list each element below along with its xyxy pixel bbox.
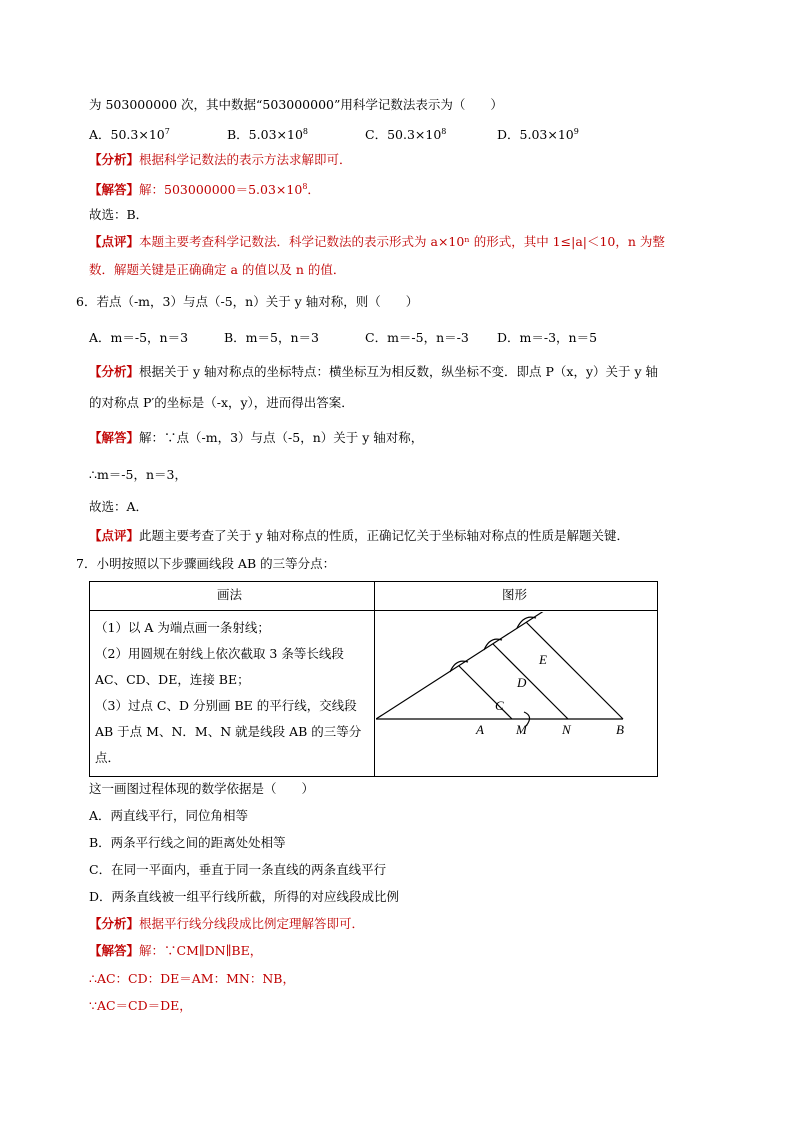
q7-answer-line1: 【解答】解：∵CM∥DN∥BE， [89,943,263,958]
q6-analysis-line2: 的对称点 P′的坐标是（-x，y），进而得出答案． [89,395,354,410]
step-line: （1）以 A 为端点画一条射线； [95,620,270,635]
q7-analysis: 【分析】根据平行线分线段成比例定理解答即可． [89,916,365,931]
parallel-cm [459,666,512,719]
table-steps [95,615,371,771]
q6-comment: 【点评】此题主要考查了关于 y 轴对称点的性质，正确记忆关于坐标轴对称点的性质是解题关键． [89,528,630,543]
segment-be [526,622,623,719]
label-m: M [516,722,527,737]
q7-option-b: B．两条平行线之间的距离处处相等 [89,835,286,850]
q7-answer-line3: ∵AC＝CD＝DE， [89,998,192,1013]
step-line: AB 于点 M、N．M、N 就是线段 AB 的三等分 [95,724,362,739]
q5-choice: 故选：B． [89,207,149,222]
table-header-method: 画法 [217,587,243,602]
step-line: （3）过点 C、D 分别画 BE 的平行线，交线段 [95,698,357,713]
q6-option-c: C．m＝-5，n＝-3 [365,330,469,345]
q5-stem: 为 503000000 次，其中数据“503000000”用科学记数法表示为（ ） [89,97,503,112]
label-n: N [562,722,571,737]
q7-table [89,581,658,777]
q6-option-a: A．m＝-5，n＝3 [89,330,189,345]
q5-comment-line1: 【点评】本题主要考查科学记数法．科学记数法的表示形式为 a×10ⁿ 的形式，其中 1≤|a|＜10，n 为整 [89,234,665,249]
q7-option-c: C．在同一平面内，垂直于同一条直线的两条直线平行 [89,862,387,877]
step-line: AC、CD、DE，连接 BE； [95,672,250,687]
q6-answer-line2: ∴m＝-5，n＝3， [89,467,187,482]
step-line: （2）用圆规在射线上依次截取 3 条等长线段 [95,646,344,661]
q6-option-d: D．m＝-3，n＝5 [497,330,598,345]
ray-from-a [376,612,550,719]
trisection-figure [376,612,656,776]
table-header-divider [90,610,657,611]
q5-comment-line2: 数．解题关键是正确确定 a 的值以及 n 的值． [89,262,346,277]
q7-option-a: A．两直线平行，同位角相等 [89,808,249,823]
label-c: C [495,698,504,713]
parallel-dn [493,644,568,719]
label-d: D [517,675,527,690]
table-column-divider [374,582,375,776]
q5-answer: 【解答】解：$503000000=5.03\times 10^8$． [89,182,320,198]
q6-option-b: B．m＝5，n＝3 [224,330,319,345]
step-line: 点． [95,750,121,765]
q6-answer-line1: 【解答】解：∵点（-m，3）与点（-5，n）关于 y 轴对称， [89,430,424,445]
label-b: B [616,722,624,737]
q5-option-b: B．$5.03\times 10^8$ [227,127,308,143]
q5-option-d: D．$5.03\times 10^9$ [497,127,579,143]
q7-stem: 7．小明按照以下步骤画线段 AB 的三等分点： [76,556,336,571]
q5-option-c: C．$50.3\times 10^8$ [365,127,447,143]
q5-analysis: 【分析】根据科学记数法的表示方法求解即可． [89,152,352,167]
table-header-figure: 图形 [502,587,528,602]
q6-choice: 故选：A． [89,499,149,514]
q5-option-a: A．$50.3\times 10^7$ [89,127,170,143]
q6-stem: 6．若点（-m，3）与点（-5，n）关于 y 轴对称，则（ ） [76,294,419,309]
q7-question: 这一画图过程体现的数学依据是（ ） [89,781,315,796]
q7-option-d: D．两条直线被一组平行线所截，所得的对应线段成比例 [89,889,400,904]
label-e: E [539,652,547,667]
q7-answer-line2: ∴AC：CD：DE＝AM：MN：NB， [89,971,295,986]
label-a: A [476,722,484,737]
q6-analysis-line1: 【分析】根据关于 y 轴对称点的坐标特点：横坐标互为相反数，纵坐标不变．即点 P（x，y）关于 y 轴 [89,364,659,379]
